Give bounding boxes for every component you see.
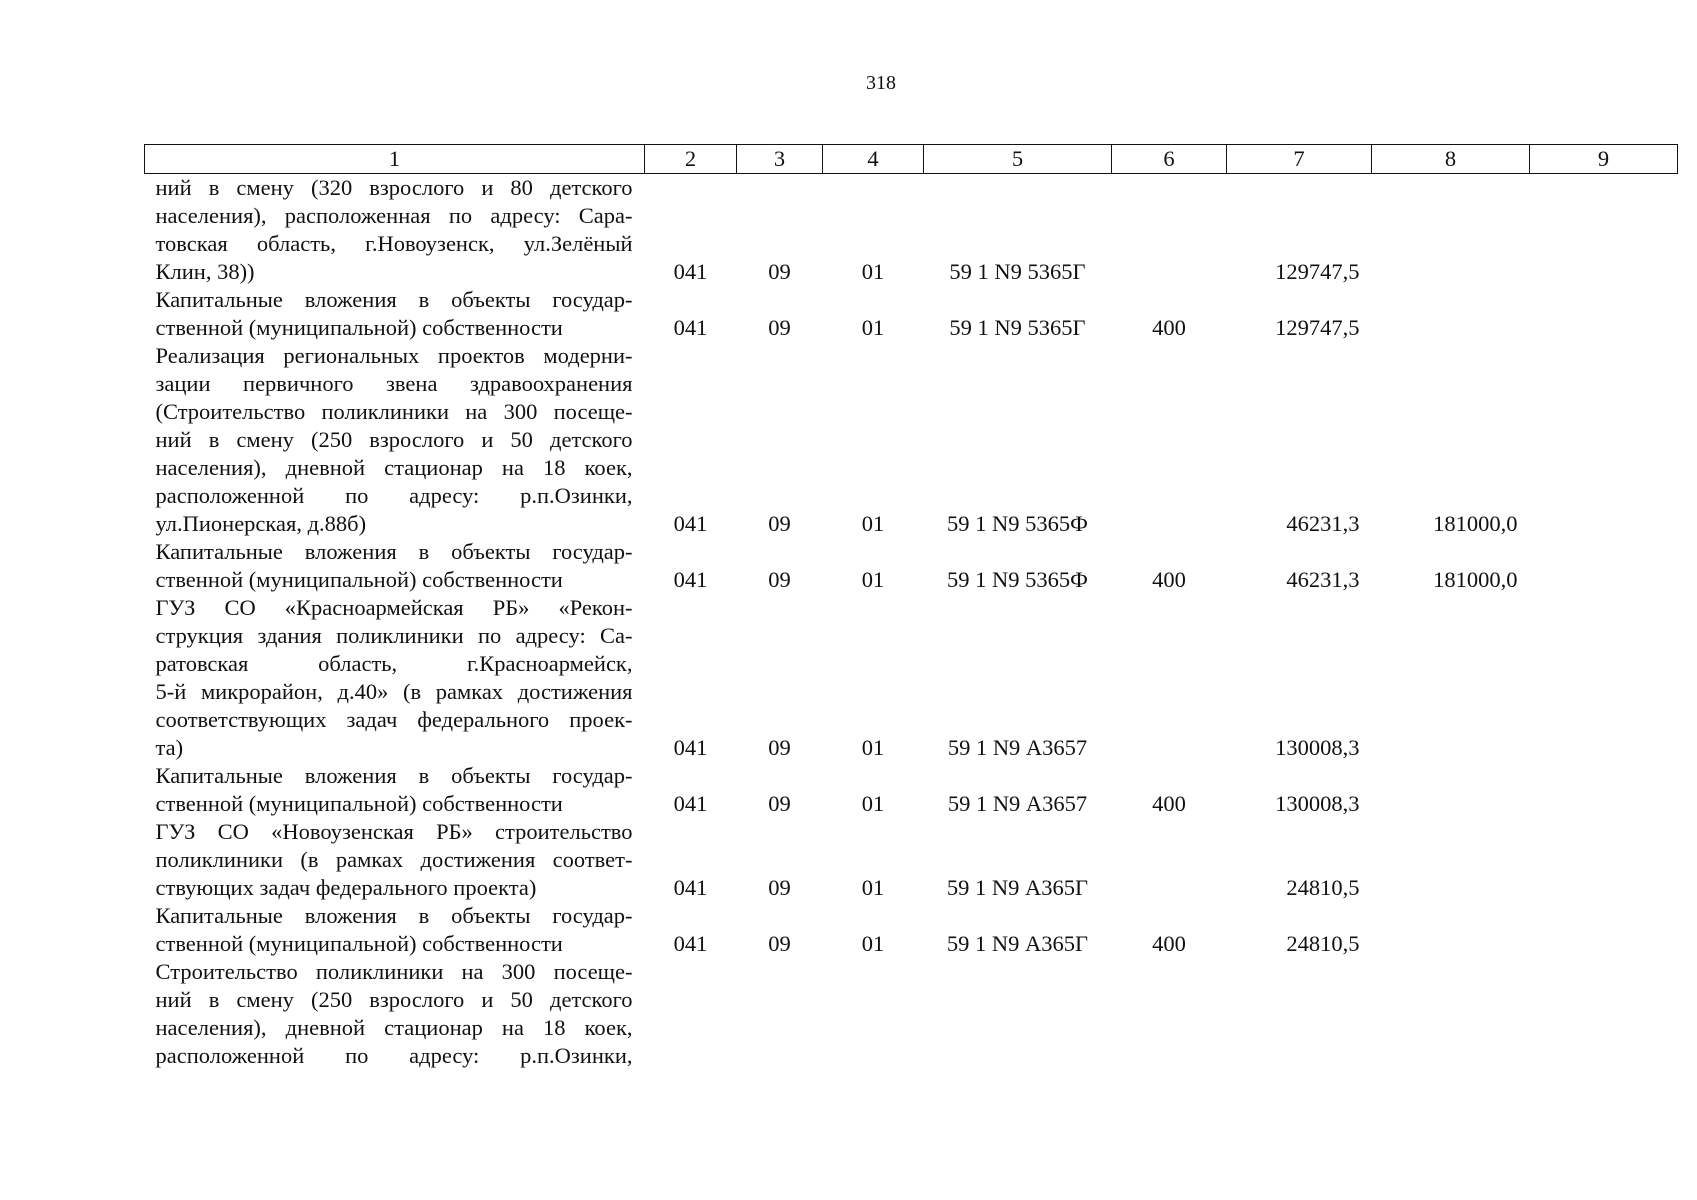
description-line: 5-й микрорайон, д.40» (в рамках достижения: [155, 679, 633, 704]
description-line: расположенной по адресу: р.п.Озинки,: [155, 1043, 633, 1068]
ministry-code: 041: [673, 511, 708, 536]
description-line: ний в смену (320 взрослого и 80 детского: [155, 175, 633, 200]
description-line: ратовская область, г.Красноармейск,: [155, 651, 633, 676]
subsection-code: 01: [861, 931, 885, 956]
amount-year-1: [1227, 958, 1372, 1070]
subsection-code: 01: [861, 735, 885, 760]
amount-year-3: [1530, 594, 1678, 762]
description-line: населения), дневной стационар на 18 коек,: [155, 455, 633, 480]
amount-year-1: 24810,5: [1286, 931, 1360, 956]
amount-year-1: 24810,5: [1286, 875, 1360, 900]
row-description: [145, 762, 645, 818]
row-description: [145, 594, 645, 762]
amount-year-3: [1530, 958, 1678, 1070]
section-code: [737, 958, 823, 1070]
amount-year-1: 130008,3: [1275, 735, 1360, 760]
expense-type-code: 400: [1152, 315, 1186, 340]
description-line: ний в смену (250 взрослого и 50 детского: [155, 427, 633, 452]
description-line: струкция здания поликлиники по адресу: Са-: [155, 623, 633, 648]
description-line: ул.Пионерская, д.88б): [155, 511, 367, 536]
amount-year-3: [1530, 762, 1678, 818]
table-row: [145, 286, 1678, 342]
subsection-code: 01: [861, 259, 885, 284]
amount-year-2: [1372, 818, 1530, 902]
amount-year-2: 181000,0: [1433, 567, 1518, 592]
amount-year-2: [1372, 958, 1530, 1070]
expense-type-code: [1112, 174, 1227, 287]
table-row: [145, 818, 1678, 902]
description-line: населения), расположенная по адресу: Сара-: [155, 203, 633, 228]
table-row: [145, 174, 1678, 287]
column-header: 6: [1112, 145, 1227, 174]
expense-type-code: 400: [1152, 931, 1186, 956]
target-article-code: [924, 958, 1112, 1070]
description-line: ственной (муниципальной) собственности: [155, 315, 563, 340]
description-line: ний в смену (250 взрослого и 50 детского: [155, 987, 633, 1012]
amount-year-1: 129747,5: [1275, 259, 1360, 284]
table-row: [145, 538, 1678, 594]
amount-year-3: [1530, 902, 1678, 958]
row-description: [145, 286, 645, 342]
section-code: 09: [768, 735, 791, 760]
expense-type-code: [1112, 958, 1227, 1070]
description-line: зации первичного звена здравоохранения: [155, 371, 633, 396]
table-row: [145, 958, 1678, 1070]
expense-type-code: 400: [1152, 791, 1186, 816]
amount-year-3: [1530, 286, 1678, 342]
column-header: 1: [145, 145, 645, 174]
section-code: 09: [768, 567, 791, 592]
table-row: [145, 594, 1678, 762]
table-row: [145, 342, 1678, 538]
budget-table: [144, 144, 1678, 1070]
ministry-code: 041: [673, 315, 708, 340]
description-line: Капитальные вложения в объекты государ-: [155, 539, 633, 564]
page-number: 318: [866, 72, 896, 94]
row-description: [145, 902, 645, 958]
column-header: 2: [645, 145, 737, 174]
amount-year-1: 46231,3: [1286, 567, 1360, 592]
amount-year-2: [1372, 174, 1530, 287]
amount-year-1: 130008,3: [1275, 791, 1360, 816]
row-description: [145, 538, 645, 594]
ministry-code: 041: [673, 791, 708, 816]
description-line: ственной (муниципальной) собственности: [155, 791, 563, 816]
ministry-code: 041: [673, 567, 708, 592]
amount-year-2: [1372, 762, 1530, 818]
ministry-code: 041: [673, 735, 708, 760]
description-line: Строительство поликлиники на 300 посеще-: [155, 959, 633, 984]
target-article-code: 59 1 N9 5365Ф: [947, 567, 1088, 592]
expense-type-code: [1112, 594, 1227, 762]
description-line: Клин, 38)): [155, 259, 255, 284]
table-header-row: [145, 145, 1678, 174]
column-header: 4: [823, 145, 924, 174]
subsection-code: 01: [861, 511, 885, 536]
description-line: расположенной по адресу: р.п.Озинки,: [155, 483, 633, 508]
table-row: [145, 762, 1678, 818]
description-line: (Строительство поликлиники на 300 посеще-: [155, 399, 633, 424]
expense-type-code: 400: [1152, 567, 1186, 592]
row-description: [145, 818, 645, 902]
subsection-code: 01: [861, 875, 885, 900]
target-article-code: 59 1 N9 5365Г: [949, 315, 1086, 340]
amount-year-3: [1530, 174, 1678, 287]
expense-type-code: [1112, 342, 1227, 538]
section-code: 09: [768, 875, 791, 900]
description-line: населения), дневной стационар на 18 коек,: [155, 1015, 633, 1040]
amount-year-3: [1530, 818, 1678, 902]
description-line: та): [155, 735, 184, 760]
column-header: 3: [737, 145, 823, 174]
amount-year-1: 129747,5: [1275, 315, 1360, 340]
amount-year-3: [1530, 342, 1678, 538]
row-description: [145, 958, 645, 1070]
target-article-code: 59 1 N9 5365Ф: [947, 511, 1088, 536]
description-line: Капитальные вложения в объекты государ-: [155, 763, 633, 788]
amount-year-2: 181000,0: [1433, 511, 1518, 536]
description-line: ГУЗ СО «Новоузенская РБ» строительство: [155, 819, 633, 844]
column-header: 9: [1530, 145, 1678, 174]
section-code: 09: [768, 791, 791, 816]
description-line: поликлиники (в рамках достижения соответ-: [155, 847, 633, 872]
section-code: 09: [768, 511, 791, 536]
amount-year-1: 46231,3: [1286, 511, 1360, 536]
subsection-code: 01: [861, 791, 885, 816]
subsection-code: [823, 958, 924, 1070]
target-article-code: 59 1 N9 А3657: [947, 735, 1088, 760]
section-code: 09: [768, 315, 791, 340]
table-body: [145, 174, 1678, 1071]
row-description: [145, 174, 645, 287]
description-line: ственной (муниципальной) собственности: [155, 931, 563, 956]
column-header: 8: [1372, 145, 1530, 174]
ministry-code: 041: [673, 931, 708, 956]
column-header: 5: [924, 145, 1112, 174]
description-line: соответствующих задач федерального проек-: [155, 707, 633, 732]
description-line: товская область, г.Новоузенск, ул.Зелёный: [155, 231, 633, 256]
ministry-code: 041: [673, 259, 708, 284]
target-article-code: 59 1 N9 А3657: [947, 791, 1088, 816]
target-article-code: 59 1 N9 5365Г: [949, 259, 1086, 284]
amount-year-2: [1372, 286, 1530, 342]
description-line: ствующих задач федерального проекта): [155, 875, 537, 900]
description-line: ственной (муниципальной) собственности: [155, 567, 563, 592]
description-line: Капитальные вложения в объекты государ-: [155, 287, 633, 312]
description-line: Капитальные вложения в объекты государ-: [155, 903, 633, 928]
subsection-code: 01: [861, 567, 885, 592]
amount-year-3: [1530, 538, 1678, 594]
section-code: 09: [768, 259, 791, 284]
amount-year-2: [1372, 902, 1530, 958]
subsection-code: 01: [861, 315, 885, 340]
target-article-code: 59 1 N9 А365Г: [946, 931, 1089, 956]
row-description: [145, 342, 645, 538]
target-article-code: 59 1 N9 А365Г: [946, 875, 1089, 900]
section-code: 09: [768, 931, 791, 956]
ministry-code: [645, 958, 737, 1070]
amount-year-2: [1372, 594, 1530, 762]
table-row: [145, 902, 1678, 958]
expense-type-code: [1112, 818, 1227, 902]
ministry-code: 041: [673, 875, 708, 900]
description-line: ГУЗ СО «Красноармейская РБ» «Рекон-: [155, 595, 633, 620]
description-line: Реализация региональных проектов модерни-: [155, 343, 633, 368]
column-header: 7: [1227, 145, 1372, 174]
